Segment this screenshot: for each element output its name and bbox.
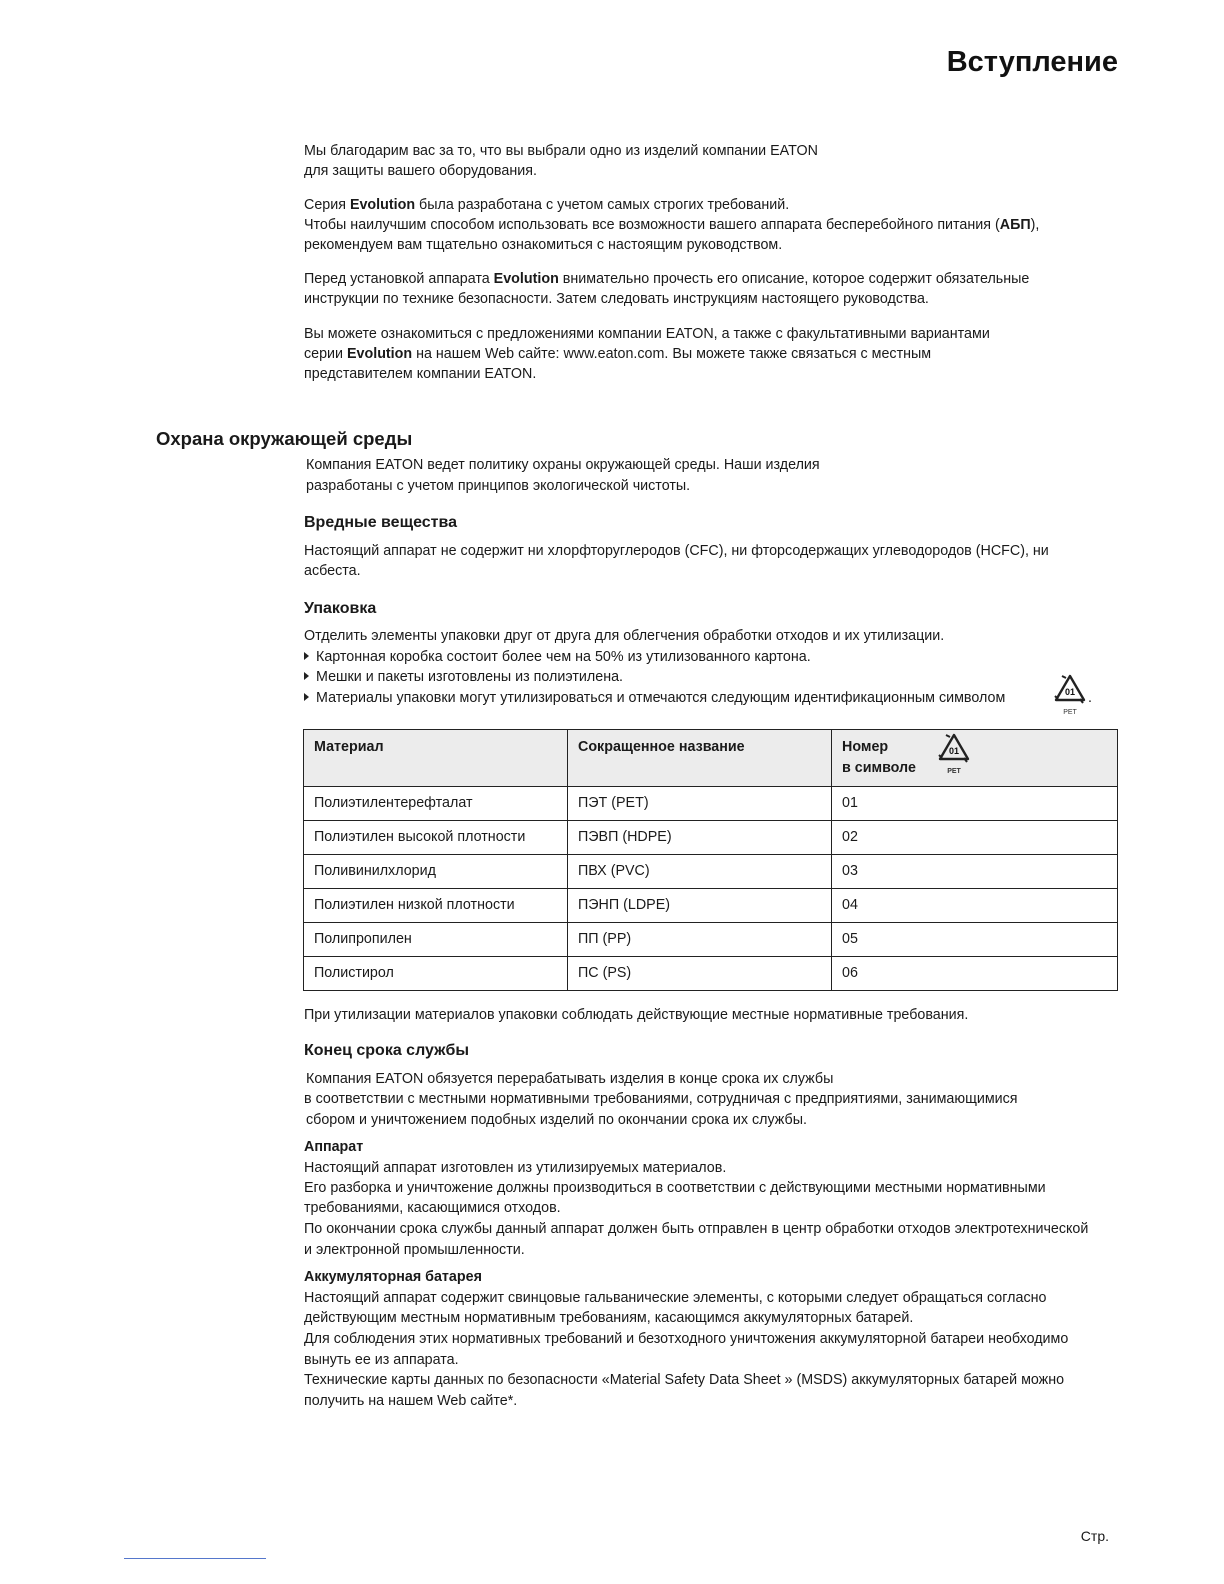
device-line: Его разборка и уничтожение должны производиться в соответствии с действующими местными нормативными: [304, 1180, 1046, 1196]
bullet-end: .: [1088, 690, 1092, 706]
environment-line: Компания EATON ведет политику охраны окружающей среды. Наши изделия: [306, 457, 820, 473]
bullet-icon: [304, 672, 309, 680]
table-row: Полипропилен ПП (PP) 05: [304, 923, 1118, 957]
materials-table: [303, 729, 1118, 991]
brand-name: Evolution: [349, 197, 416, 213]
svg-text:01: 01: [1064, 687, 1076, 697]
device-line: По окончании срока службы данный аппарат должен быть отправлен в центр обработки отходов электротехнической: [304, 1221, 1089, 1237]
table-row: Полиэтилен высокой плотности ПЭВП (HDPE) 02: [304, 821, 1118, 855]
subsection-title-hazardous: Вредные вещества: [304, 514, 458, 531]
hazardous-line: асбеста.: [304, 563, 361, 579]
svg-text:01: 01: [948, 746, 960, 756]
header-symbol-number: Номер в символе 01 PET: [832, 730, 1118, 787]
intro-line: серии Evolution на нашем Web сайте: www.eaton.com. Вы можете также связаться с местным: [304, 346, 932, 362]
battery-line: Настоящий аппарат содержит свинцовые гальванические элементы, с которыми следует обращаться согласно: [304, 1290, 1047, 1306]
device-line: требованиями, касающимися отходов.: [304, 1200, 561, 1216]
page-number-label: Стр.: [1080, 1528, 1109, 1544]
brand-name: Evolution: [347, 346, 413, 362]
table-row: Полиэтилен низкой плотности ПЭНП (LDPE) 04: [304, 889, 1118, 923]
footer-divider: [124, 1558, 266, 1559]
packaging-bullet: Мешки и пакеты изготовлены из полиэтилена.: [304, 667, 623, 687]
eol-line: Компания EATON обязуется перерабатывать изделия в конце срока их службы: [306, 1071, 834, 1087]
packaging-bullet: Материалы упаковки могут утилизироваться и отмечаются следующим идентификационным символом: [304, 688, 1005, 708]
subsection-title-device: Аппарат: [304, 1139, 364, 1155]
battery-line: действующим местным нормативным требованиям, касающимся аккумуляторных батарей.: [304, 1310, 914, 1326]
intro-line: для защиты вашего оборудования.: [304, 163, 537, 179]
hazardous-line: Настоящий аппарат не содержит ни хлорфторуглеродов (CFC), ни фторсодержащих углеводородов (HCFC), ни: [304, 543, 1049, 559]
intro-line: Мы благодарим вас за то, что вы выбрали одно из изделий компании EATON: [304, 143, 819, 159]
device-line: и электронной промышленности.: [304, 1242, 525, 1258]
ups-abbreviation: АБП: [999, 217, 1031, 233]
recycle-pet-icon: [934, 731, 974, 784]
table-row: Полиэтилентерефталат ПЭТ (PET) 01: [304, 787, 1118, 821]
intro-line: инструкции по технике безопасности. Затем следовать инструкциям настоящего руководства.: [304, 291, 929, 307]
intro-line: Вы можете ознакомиться с предложениями компании EATON, а также с факультативными вариантами: [304, 326, 990, 342]
recycle-pet-icon: [1050, 672, 1090, 718]
intro-line: Перед установкой аппарата Evolution внимательно прочесть его описание, которое содержит обязательные: [304, 271, 1030, 287]
header-material: Материал: [304, 730, 568, 787]
battery-line: вынуть ее из аппарата.: [304, 1352, 459, 1368]
eol-line: в соответствии с местными нормативными требованиями, сотрудничая с предприятиями, занимающимися: [304, 1091, 1018, 1107]
device-line: Настоящий аппарат изготовлен из утилизируемых материалов.: [304, 1160, 727, 1176]
bullet-icon: [304, 652, 309, 660]
intro-line: представителем компании EATON.: [304, 366, 537, 382]
battery-line: получить на нашем Web сайте*.: [304, 1393, 518, 1409]
intro-line: Чтобы наилучшим способом использовать все возможности вашего аппарата бесперебойного питания (АБП),: [304, 217, 1040, 233]
header-short-name: Сокращенное название: [568, 730, 832, 787]
bullet-icon: [304, 693, 309, 701]
subsection-title-packaging: Упаковка: [304, 600, 377, 617]
eol-line: сбором и уничтожением подобных изделий по окончании срока их службы.: [306, 1112, 807, 1128]
table-row: Полистирол ПС (PS) 06: [304, 957, 1118, 991]
subsection-title-battery: Аккумуляторная батарея: [304, 1269, 482, 1285]
section-title-environment: Охрана окружающей среды: [156, 428, 413, 449]
table-row: Поливинилхлорид ПВХ (PVC) 03: [304, 855, 1118, 889]
subsection-title-end-of-life: Конец срока службы: [304, 1042, 470, 1059]
after-table-note: При утилизации материалов упаковки соблюдать действующие местные нормативные требования.: [304, 1007, 969, 1023]
brand-name: Evolution: [493, 271, 559, 287]
svg-text:PET: PET: [947, 768, 961, 775]
battery-line: Технические карты данных по безопасности «Material Safety Data Sheet » (MSDS) аккумуляторных батарей можно: [304, 1372, 1065, 1388]
packaging-bullet: Картонная коробка состоит более чем на 50% из утилизованного картона.: [304, 647, 811, 667]
intro-line: Серия Evolution была разработана с учетом самых строгих требований.: [304, 197, 790, 213]
intro-line: рекомендуем вам тщательно ознакомиться с настоящим руководством.: [304, 237, 783, 253]
packaging-line: Отделить элементы упаковки друг от друга для облегчения обработки отходов и их утилизации.: [304, 628, 945, 644]
svg-text:PET: PET: [1063, 709, 1077, 716]
table-header-row: [304, 730, 1118, 787]
environment-line: разработаны с учетом принципов экологической чистоты.: [306, 478, 691, 494]
battery-line: Для соблюдения этих нормативных требований и безотходного уничтожения аккумуляторной батареи необходимо: [304, 1331, 1069, 1347]
page-title: Вступление: [946, 46, 1118, 78]
